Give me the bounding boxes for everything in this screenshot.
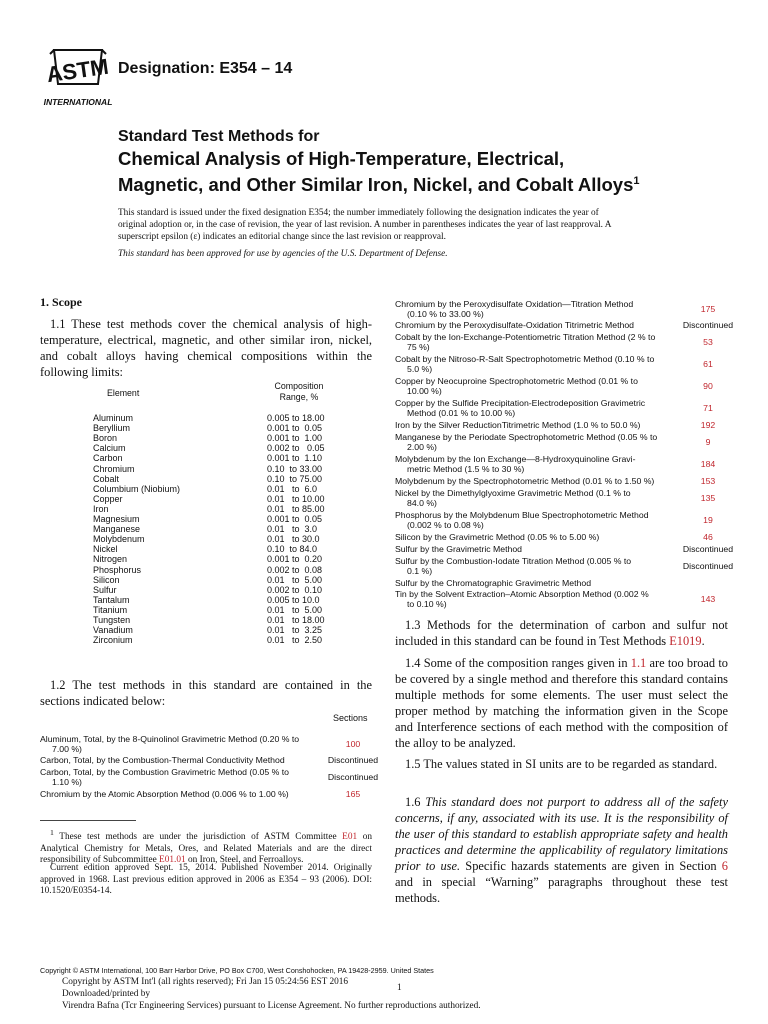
- element-range: 0.002 to 0.05: [267, 443, 325, 454]
- element-name: Titanium: [93, 604, 128, 615]
- element-name: Tungsten: [93, 615, 131, 625]
- element-name: Carbon: [93, 453, 123, 464]
- method-title-continued: (0.002 % to 0.08 %): [407, 519, 484, 530]
- section-link[interactable]: 9: [705, 437, 711, 447]
- astm-logo: [42, 44, 114, 110]
- footnote-link-e01[interactable]: E01: [342, 832, 358, 843]
- method-title: Manganese by the Periodate Spectrophotometric Method (0.05 % to: [395, 432, 658, 442]
- sections-column-header: Sections: [333, 713, 368, 723]
- p16-text-b: Specific hazards statements are given in Section: [465, 859, 717, 873]
- section-link[interactable]: 46: [703, 532, 713, 542]
- download-line-3: Virendra Bafna (Tcr Engineering Services) pursuant to License Agreement. No further reproductions authorized.: [62, 1001, 481, 1011]
- element-name: Silicon: [93, 574, 120, 585]
- section-link[interactable]: 135: [700, 493, 716, 503]
- footnote-edition: Current edition approved Sept. 15, 2014. Published November 2014. Originally approved in 1968. Last previous edition approved in 2006 as E354 – 93 (2006). DOI: 10.1520/E0354-14.: [40, 863, 372, 897]
- method-title-continued: 5.0 %): [407, 363, 433, 374]
- section-link[interactable]: 192: [700, 420, 716, 430]
- element-name: Molybdenum: [93, 534, 145, 545]
- title-line-3: [118, 170, 678, 196]
- section-status: Discontinued: [682, 544, 734, 554]
- page-number: 1: [397, 983, 402, 993]
- logo-wordmark: ASTM: [44, 53, 111, 88]
- element-range: 0.01 to 6.0: [267, 483, 318, 494]
- footnote-text-b: on Analytical Chemistry for Metals, Ores, and Related Materials and are the direct responsibility of Subcommittee: [40, 832, 373, 866]
- designation: Designation: E354 – 14: [118, 60, 293, 77]
- element-range: 0.01 to 5.00: [267, 604, 323, 615]
- section-link[interactable]: 100: [345, 739, 361, 749]
- p16-italic-text: This standard does not purport to address all of the safety concerns, if any, associated with its use. It is the responsibility of the user of this standard to establish appropriate safety and health practices and determine the applicability of regulatory limitations prior to use.: [395, 795, 728, 873]
- section-link[interactable]: 71: [703, 403, 713, 413]
- astm-logo-mark: [42, 44, 114, 110]
- element-range: 0.001 to 0.05: [267, 423, 323, 434]
- method-title-continued: 75 %): [407, 341, 430, 352]
- element-range: 0.01 to 85.00: [267, 503, 325, 514]
- section-link[interactable]: 175: [700, 304, 716, 314]
- method-title: Carbon, Total, by the Combustion-Thermal Conductivity Method: [40, 755, 285, 765]
- element-name: Phosphorus: [93, 564, 142, 575]
- section-status: Discontinued: [682, 320, 734, 330]
- element-name: Iron: [93, 503, 109, 514]
- element-range: 0.10 to 75.00: [267, 473, 323, 484]
- method-title: Carbon, Total, by the Combustion Gravimetric Method (0.05 % to: [40, 767, 289, 777]
- logo-subtext: INTERNATIONAL: [43, 97, 113, 107]
- section-link[interactable]: 153: [700, 476, 716, 486]
- section-link[interactable]: 143: [700, 594, 716, 604]
- copyright-line: Copyright © ASTM International, 100 Barr Harbor Drive, PO Box C700, West Conshohocken, PA 19428-2959. United States: [40, 966, 434, 975]
- intro-line-3: superscript epsilon (ε) indicates an editorial change since the last revision or reapproval.: [118, 232, 446, 243]
- footnote-link-e0101[interactable]: E01.01: [159, 855, 186, 866]
- section-link[interactable]: 184: [700, 459, 716, 469]
- element-range: 0.002 to 0.10: [267, 584, 323, 595]
- element-range: 0.10 to 33.00: [267, 463, 323, 474]
- element-name: Tantalum: [93, 594, 130, 605]
- element-name: Boron: [93, 433, 118, 444]
- method-title: Molybdenum by the Ion Exchange—8-Hydroxyquinoline Gravi-: [395, 454, 636, 464]
- document-title: [118, 126, 678, 196]
- element-range: 0.002 to 0.08: [267, 564, 323, 575]
- method-row: [395, 533, 735, 543]
- section-link[interactable]: 165: [345, 789, 361, 799]
- element-range: 0.01 to 18.00: [267, 615, 325, 625]
- method-row: [395, 377, 735, 397]
- element-range: 0.01 to 3.25: [267, 625, 323, 636]
- element-range: 0.001 to 0.05: [267, 514, 323, 524]
- method-row: [40, 790, 380, 800]
- footnote-divider: [40, 820, 136, 821]
- download-line-2: Downloaded/printed by: [62, 989, 151, 999]
- element-name: Copper: [93, 493, 123, 504]
- section-link[interactable]: 61: [703, 359, 713, 369]
- method-title-continued: Method (0.01 % to 10.00 %): [407, 407, 516, 418]
- method-row: [395, 590, 735, 610]
- element-name: Sulfur: [93, 584, 117, 595]
- method-title-continued: metric Method (1.5 % to 30 %): [407, 463, 525, 474]
- element-range: 0.01 to 3.0: [267, 524, 318, 535]
- title-line-3-text: Magnetic, and Other Similar Iron, Nickel, and Cobalt Alloys: [118, 174, 634, 196]
- element-range: 0.001 to 1.00: [267, 433, 323, 444]
- method-row: [395, 355, 735, 375]
- paragraph-1-5: 1.5 The values stated in SI units are to be regarded as standard.: [405, 757, 718, 771]
- paragraph-1-6: [395, 794, 728, 906]
- method-title: Iron by the Silver ReductionTitrimetric Method (1.0 % to 50.0 %): [395, 420, 641, 430]
- section-status: Discontinued: [682, 561, 734, 571]
- composition-header-line-2: Range, %: [279, 391, 319, 402]
- element-name: Zirconium: [93, 635, 133, 646]
- paragraph-1-2: 1.2 The test methods in this standard are contained in the sections indicated below:: [40, 678, 372, 708]
- element-name: Manganese: [93, 524, 141, 535]
- element-range: 0.10 to 84.0: [267, 544, 318, 555]
- method-title-continued: to 0.10 %): [407, 598, 447, 609]
- method-row: [395, 399, 735, 419]
- title-line-2: Chemical Analysis of High-Temperature, Electrical,: [118, 148, 565, 169]
- method-row: [395, 545, 735, 555]
- method-title-continued: 7.00 %): [52, 743, 82, 754]
- method-title-continued: 10.00 %): [407, 385, 442, 396]
- element-name: Columbium (Niobium): [93, 483, 181, 494]
- element-range: 0.01 to 5.00: [267, 574, 323, 585]
- method-row: [395, 300, 735, 320]
- p13-link-e1019[interactable]: E1019: [669, 634, 702, 648]
- method-title: Sulfur by the Chromatographic Gravimetric Method: [395, 578, 592, 588]
- method-row: [395, 433, 735, 453]
- element-column-header: Element: [107, 388, 140, 398]
- method-row: [40, 768, 380, 788]
- intro-line-2: original adoption or, in the case of revision, the year of last revision. A number in parentheses indicates the year of last reapproval. A: [118, 220, 612, 231]
- method-row: [395, 333, 735, 353]
- method-row: [395, 321, 735, 331]
- section-status: Discontinued: [327, 772, 379, 782]
- method-row: [395, 455, 735, 475]
- footnote-1: [40, 827, 372, 867]
- method-row: [395, 421, 735, 431]
- download-line-1: Copyright by ASTM Int'l (all rights reserved); Fri Jan 15 05:24:56 EST 2016: [62, 977, 349, 987]
- method-row: [40, 756, 380, 766]
- p16-number: 1.6: [405, 795, 421, 809]
- footnote-marker: 1: [50, 828, 54, 837]
- p13-end: .: [701, 634, 705, 648]
- element-name: Nickel: [93, 544, 118, 555]
- method-title-continued: 1.10 %): [52, 776, 82, 787]
- element-name: Cobalt: [93, 473, 120, 484]
- element-name: Beryllium: [93, 423, 131, 434]
- method-title: Sulfur by the Combustion-Iodate Titration Method (0.005 % to: [395, 556, 632, 566]
- element-range: 0.001 to 1.10: [267, 453, 323, 464]
- p14-link-1-1[interactable]: 1.1: [630, 656, 647, 670]
- paragraph-1-3: [395, 617, 728, 649]
- paragraph-1-4: [395, 655, 728, 751]
- intro-line-1: This standard is issued under the fixed designation E354; the number immediately following the designation indicates the year of: [118, 208, 599, 218]
- intro-notice: [118, 207, 655, 244]
- section-link[interactable]: 90: [703, 381, 713, 391]
- element-name: Nitrogen: [93, 554, 128, 565]
- element-name: Aluminum: [93, 413, 134, 423]
- dod-note: This standard has been approved for use by agencies of the U.S. Department of Defense.: [118, 249, 448, 259]
- method-title-continued: 84.0 %): [407, 497, 437, 508]
- scope-heading: 1. Scope: [40, 295, 82, 309]
- paragraph-1-1: 1.1 These test methods cover the chemical analysis of high-temperature, electrical, magnetic, and other similar iron, nickel, and cobalt alloys having chemical compositions within the following limits:: [40, 317, 372, 379]
- method-title-continued: 2.00 %): [407, 441, 437, 452]
- method-title: Aluminum, Total, by the 8-Quinolinol Gravimetric Method (0.20 % to: [40, 734, 300, 744]
- section-link[interactable]: 19: [703, 515, 713, 525]
- p14-text-a: 1.4 Some of the composition ranges given in: [405, 656, 628, 670]
- element-name: Vanadium: [93, 625, 133, 636]
- method-title: Nickel by the Dimethylglyoxime Gravimetric Method (0.1 % to: [395, 488, 631, 498]
- composition-header-line-1: Composition: [274, 381, 324, 391]
- p16-text-c: and in special “Warning” paragraphs throughout these test methods.: [395, 875, 728, 905]
- method-row: [40, 735, 380, 755]
- element-name: Magnesium: [93, 514, 140, 524]
- method-title: Tin by the Solvent Extraction–Atomic Absorption Method (0.002 %: [395, 589, 649, 599]
- method-title: Cobalt by the Ion-Exchange-Potentiometric Titration Method (2 % to: [395, 332, 656, 342]
- method-row: [395, 477, 735, 487]
- section-status: Discontinued: [327, 755, 379, 765]
- footnote-text-c: on Iron, Steel, and Ferroalloys.: [187, 855, 304, 866]
- method-title-continued: 0.1 %): [407, 565, 433, 576]
- footnote-text-a: These test methods are under the jurisdiction of ASTM Committee: [59, 832, 337, 843]
- element-range: 0.001 to 0.20: [267, 554, 323, 565]
- method-title: Chromium by the Atomic Absorption Method (0.006 % to 1.00 %): [40, 789, 289, 799]
- method-title: Molybdenum by the Spectrophotometric Method (0.01 % to 1.50 %): [395, 476, 655, 486]
- method-title: Cobalt by the Nitroso-R-Salt Spectrophotometric Method (0.10 % to: [395, 354, 655, 364]
- method-title-continued: (0.10 % to 33.00 %): [407, 308, 484, 319]
- element-range: 0.01 to 10.00: [267, 493, 325, 504]
- p13-text: 1.3 Methods for the determination of carbon and sulfur not included in this standard can be found in Test Methods: [395, 618, 728, 648]
- element-range: 0.01 to 30.0: [267, 534, 320, 545]
- method-title: Sulfur by the Gravimetric Method: [395, 544, 522, 554]
- method-title: Phosphorus by the Molybdenum Blue Spectrophotometric Method: [395, 510, 649, 520]
- element-name: Chromium: [93, 463, 135, 474]
- section-link[interactable]: 53: [703, 337, 713, 347]
- method-row: [395, 511, 735, 531]
- method-row: [395, 489, 735, 509]
- method-row: [395, 557, 735, 577]
- p16-link-section-6[interactable]: 6: [721, 859, 728, 873]
- method-title: Chromium by the Peroxydisulfate-Oxidation Titrimetric Method: [395, 320, 634, 330]
- element-range: 0.005 to 18.00: [267, 413, 325, 423]
- method-row: [395, 579, 735, 589]
- element-range: 0.005 to 10.0: [267, 594, 320, 605]
- method-title: Silicon by the Gravimetric Method (0.05 % to 5.00 %): [395, 532, 600, 542]
- p14-text-b: are too broad to be covered by a single method and therefore this standard contains multiple methods for some elements. The user must select the proper method by matching the information given in the Scope and Interference sections of each method with the composition of the alloy to be analyzed.: [395, 656, 728, 750]
- title-footnote-marker: 1: [633, 175, 640, 187]
- element-range: 0.01 to 2.50: [267, 635, 323, 646]
- method-title: Copper by Neocuproine Spectrophotometric Method (0.01 % to: [395, 376, 638, 386]
- method-title: Copper by the Sulfide Precipitation-Electrodeposition Gravimetric: [395, 398, 646, 408]
- element-name: Calcium: [93, 443, 126, 454]
- title-line-1: Standard Test Methods for: [118, 128, 320, 145]
- composition-column-header: [264, 381, 334, 402]
- method-title: Chromium by the Peroxydisulfate Oxidation—Titration Method: [395, 299, 634, 309]
